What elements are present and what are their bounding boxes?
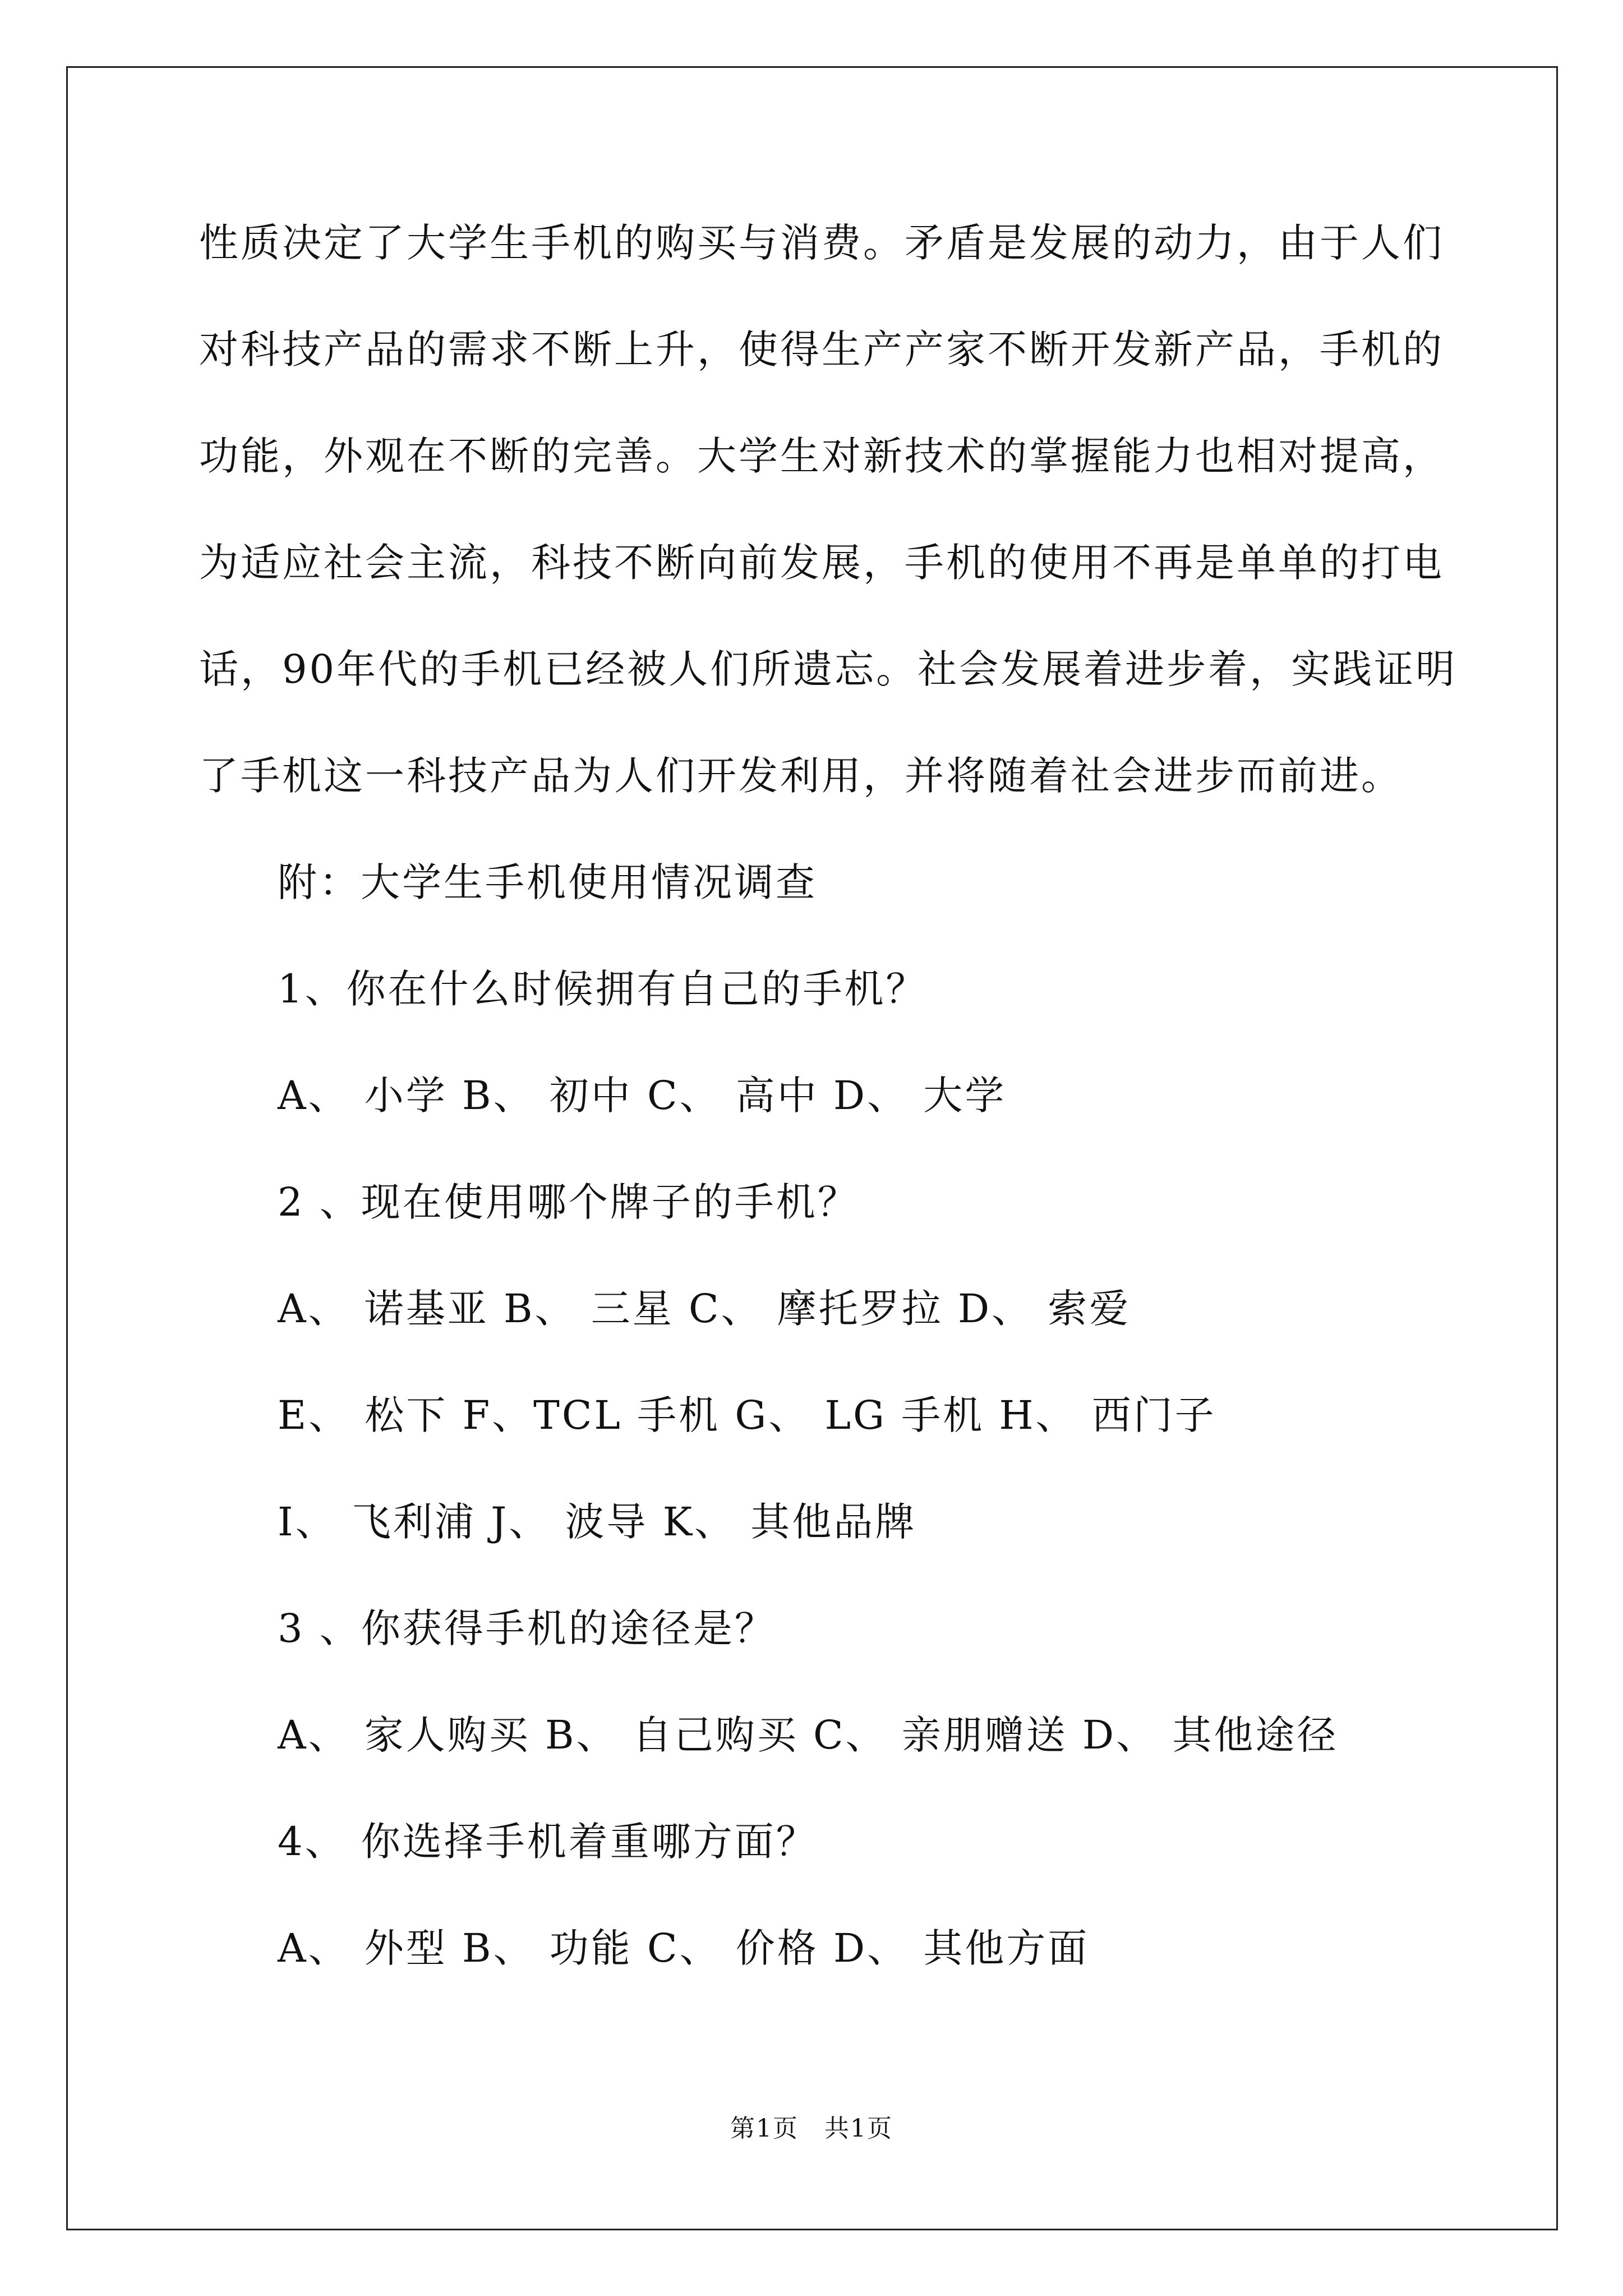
question-2-options-row-1: A、 诺基亚 B、 三星 C、 摩托罗拉 D、 索爱 (278, 1286, 1131, 1332)
question-4-options: A、 外型 B、 功能 C、 价格 D、 其他方面 (278, 1925, 1090, 1971)
document-body (199, 220, 1458, 2035)
question-2-options-row-3: I、 飞利浦 J、 波导 K、 其他品牌 (278, 1499, 917, 1545)
appendix-title: 附：大学生手机使用情况调查 (278, 859, 817, 905)
paragraph-line-3: 功能，外观在不断的完善。大学生对新技术的掌握能力也相对提高， (199, 433, 1444, 479)
question-4: 4、 你选择手机着重哪方面？ (278, 1819, 818, 1865)
question-1-options: A、 小学 B、 初中 C、 高中 D、 大学 (278, 1073, 1007, 1119)
page-number-footer: 第1页 共1页 (730, 2114, 893, 2143)
paragraph-line-1: 性质决定了大学生手机的购买与消费。矛盾是发展的动力，由于人们 (199, 220, 1444, 266)
question-1: 1、你在什么时候拥有自己的手机？ (278, 966, 928, 1012)
question-3: 3 、你获得手机的途径是？ (278, 1605, 776, 1651)
question-3-options: A、 家人购买 B、 自己购买 C、 亲朋赠送 D、 其他途径 (278, 1712, 1339, 1758)
paragraph-line-2: 对科技产品的需求不断上升，使得生产产家不断开发新产品，手机的 (199, 326, 1444, 372)
paragraph-line-5: 话，90年代的手机已经被人们所遗忘。社会发展着进步着，实践证明 (199, 646, 1458, 692)
question-2: 2 、现在使用哪个牌子的手机？ (278, 1179, 859, 1225)
paragraph-line-6: 了手机这一科技产品为人们开发利用，并将随着社会进步而前进。 (199, 753, 1403, 799)
question-2-options-row-2: E、 松下 F、TCL 手机 G、 LG 手机 H、 西门子 (278, 1392, 1216, 1438)
paragraph-line-4: 为适应社会主流，科技不断向前发展，手机的使用不再是单单的打电 (199, 540, 1444, 586)
